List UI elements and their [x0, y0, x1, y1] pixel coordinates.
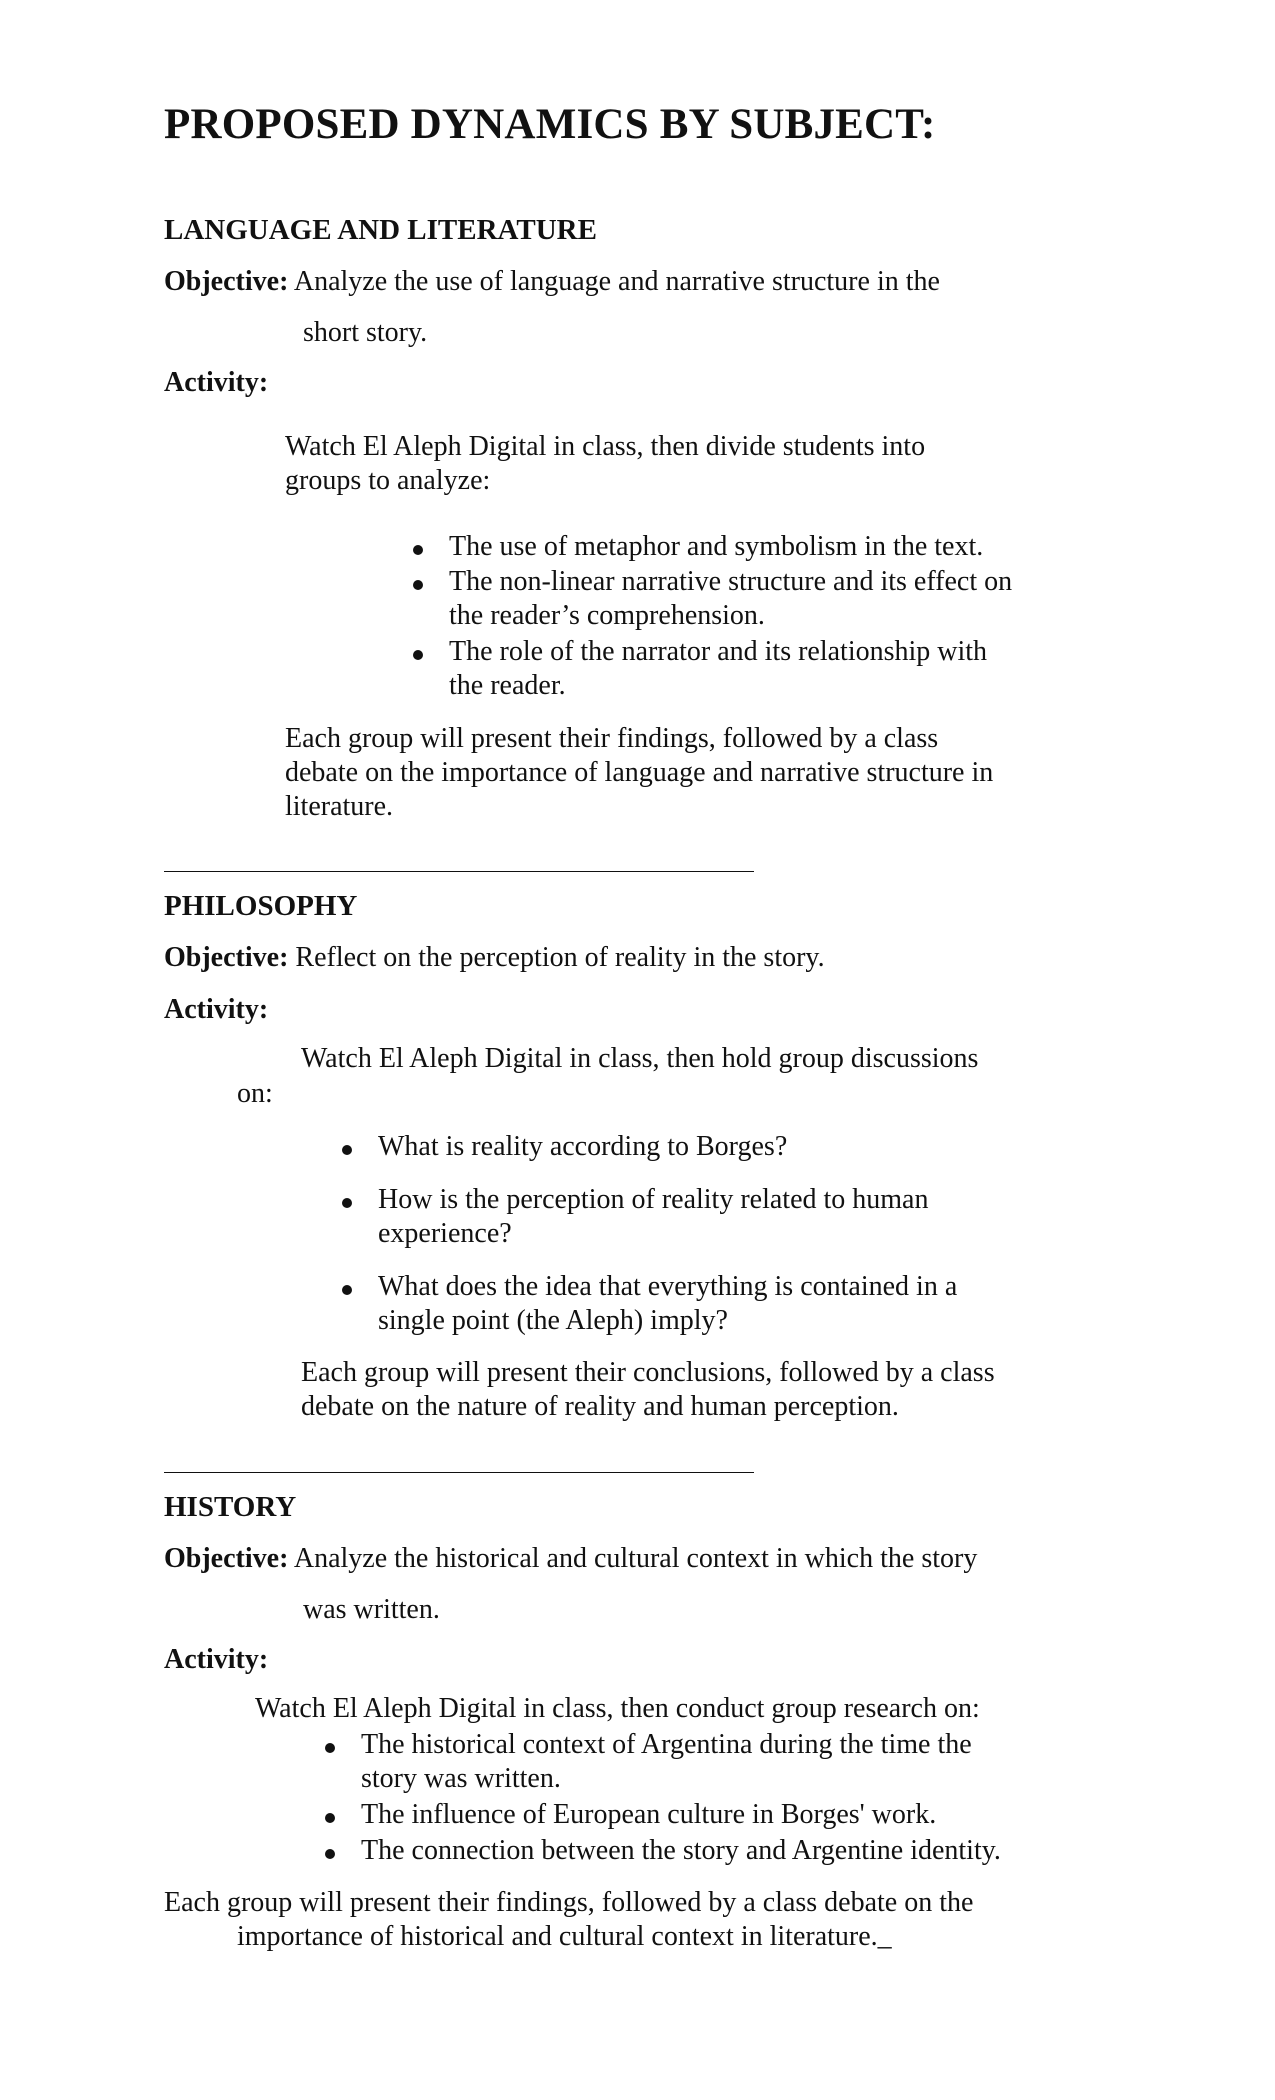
- objective-text: Reflect on the perception of reality in the story.: [295, 942, 825, 973]
- activity-label: Activity:: [164, 994, 269, 1025]
- activity-label: Activity:: [164, 1644, 269, 1675]
- activity-intro-continued: on:: [237, 1078, 273, 1109]
- activity-intro: Watch El Aleph Digital in class, then conduct group research on:: [255, 1693, 980, 1724]
- bullet-icon: [325, 1849, 335, 1859]
- activity-label: Activity:: [164, 367, 269, 398]
- section-heading: LANGUAGE AND LITERATURE: [164, 214, 597, 246]
- bullet-icon: [413, 580, 423, 590]
- list-item: The historical context of Argentina during the time the story was written.: [361, 1728, 972, 1796]
- list-item: What is reality according to Borges?: [378, 1130, 787, 1164]
- list-item: What does the idea that everything is contained in a single point (the Aleph) imply?: [378, 1270, 957, 1338]
- list-item: How is the perception of reality related to human experience?: [378, 1183, 928, 1251]
- page-title: PROPOSED DYNAMICS BY SUBJECT:: [164, 101, 936, 148]
- section-heading: PHILOSOPHY: [164, 890, 358, 922]
- bullet-icon: [325, 1813, 335, 1823]
- objective-text: Analyze the historical and cultural context in which the story: [293, 1543, 978, 1574]
- activity-outro: Each group will present their findings, followed by a class debate on the: [164, 1887, 974, 1918]
- section-divider: [164, 1472, 754, 1473]
- activity-outro: Each group will present their findings, followed by a class debate on the importance of language and narrative structure in literature.: [285, 723, 994, 822]
- objective-line: [164, 941, 825, 975]
- objective-label: Objective:: [164, 266, 289, 297]
- list-item: The connection between the story and Argentine identity.: [361, 1834, 1001, 1868]
- list-item: The role of the narrator and its relationship with the reader.: [449, 635, 987, 703]
- section-heading: HISTORY: [164, 1491, 297, 1523]
- bullet-icon: [342, 1285, 352, 1295]
- activity-outro-continued: importance of historical and cultural context in literature._: [237, 1921, 892, 1952]
- bullet-icon: [342, 1145, 352, 1155]
- objective-label: Objective:: [164, 1543, 289, 1574]
- list-item: The use of metaphor and symbolism in the text.: [449, 530, 983, 564]
- activity-outro: Each group will present their conclusions, followed by a class debate on the nature of reality and human perception.: [301, 1357, 995, 1422]
- list-item: The non-linear narrative structure and its effect on the reader’s comprehension.: [449, 565, 1012, 633]
- objective-label: Objective:: [164, 942, 289, 973]
- activity-intro: Watch El Aleph Digital in class, then hold group discussions: [301, 1043, 979, 1074]
- list-item: The influence of European culture in Borges' work.: [361, 1798, 936, 1832]
- bullet-icon: [325, 1743, 335, 1753]
- objective-text-continued: short story.: [303, 317, 428, 348]
- bullet-icon: [413, 545, 423, 555]
- bullet-icon: [342, 1198, 352, 1208]
- activity-intro: Watch El Aleph Digital in class, then divide students into: [285, 431, 926, 462]
- bullet-icon: [413, 650, 423, 660]
- objective-line: [164, 265, 940, 299]
- activity-intro-continued: groups to analyze:: [285, 465, 491, 496]
- section-divider: [164, 871, 754, 872]
- objective-line: [164, 1542, 977, 1576]
- objective-text: Analyze the use of language and narrative structure in the: [293, 266, 940, 297]
- objective-text-continued: was written.: [303, 1594, 440, 1625]
